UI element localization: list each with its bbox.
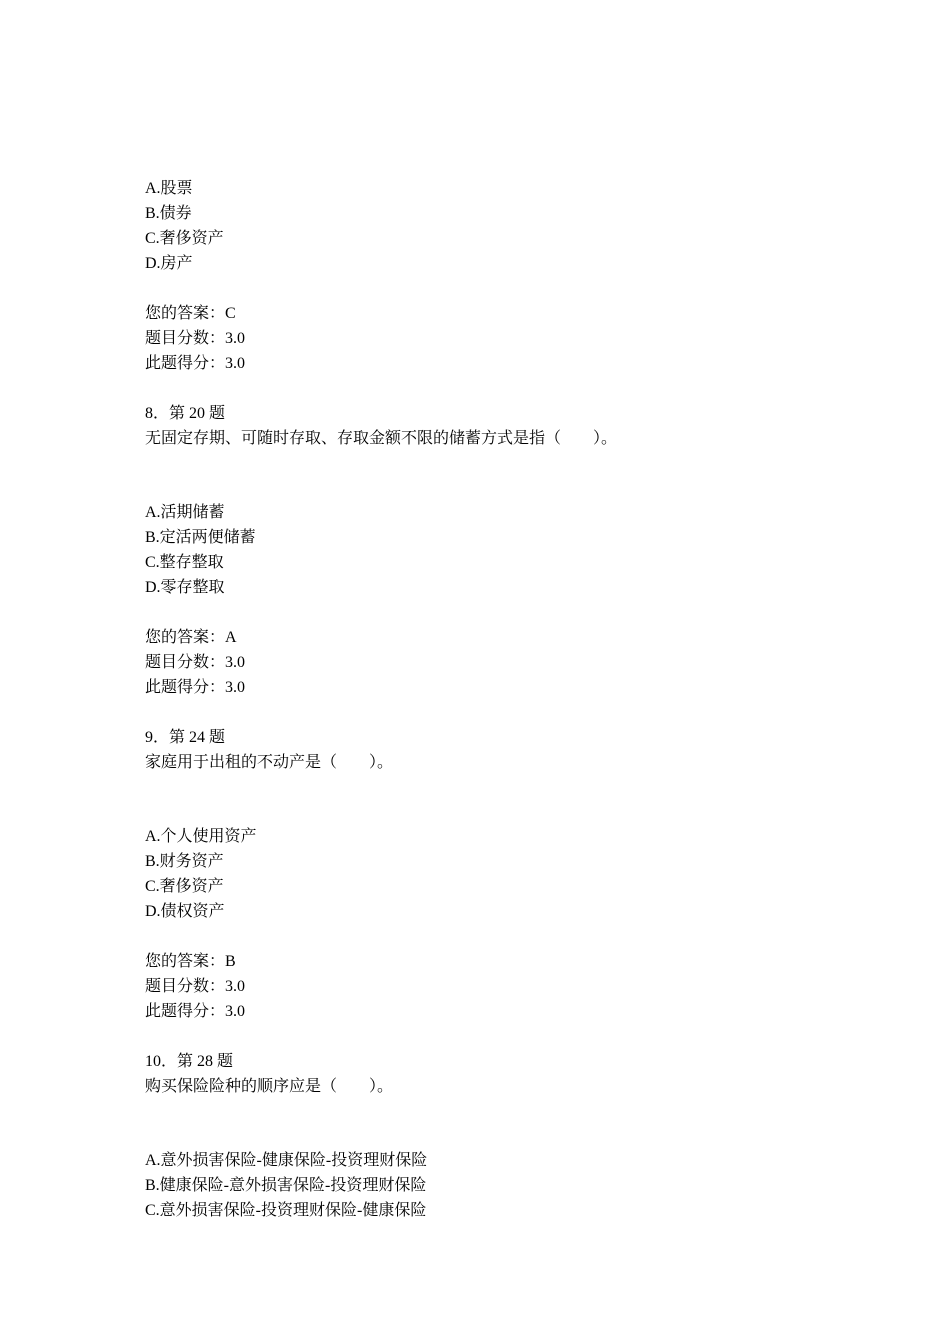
question-score: 题目分数：3.0 bbox=[145, 330, 246, 347]
option-a: A.个人使用资产 bbox=[145, 828, 257, 845]
question-stem: 购买保险险种的顺序应是（ ）。 bbox=[145, 1078, 394, 1095]
option-c: C.奢侈资产 bbox=[145, 878, 224, 895]
question-heading: 8．第 20 题 bbox=[145, 405, 226, 422]
question-heading: 9．第 24 题 bbox=[145, 729, 226, 746]
question-9 bbox=[145, 725, 845, 1024]
option-d: D.债权资产 bbox=[145, 903, 225, 920]
option-b: B.财务资产 bbox=[145, 853, 224, 870]
question-8 bbox=[145, 401, 845, 700]
question-score: 题目分数：3.0 bbox=[145, 654, 246, 671]
question-score: 题目分数：3.0 bbox=[145, 978, 246, 995]
option-b: B.定活两便储蓄 bbox=[145, 529, 256, 546]
option-b: B.债券 bbox=[145, 205, 192, 222]
your-answer: 您的答案：A bbox=[145, 629, 237, 646]
your-answer: 您的答案：C bbox=[145, 305, 236, 322]
option-d: D.零存整取 bbox=[145, 579, 225, 596]
option-b: B.健康保险-意外损害保险-投资理财保险 bbox=[145, 1177, 427, 1194]
option-a: A.活期储蓄 bbox=[145, 504, 225, 521]
option-a: A.意外损害保险-健康保险-投资理财保险 bbox=[145, 1152, 428, 1169]
earned-score: 此题得分：3.0 bbox=[145, 679, 246, 696]
option-a: A.股票 bbox=[145, 180, 193, 197]
question-stem: 无固定存期、可随时存取、存取金额不限的储蓄方式是指（ ）。 bbox=[145, 430, 618, 447]
document-page bbox=[145, 176, 845, 1223]
question-10 bbox=[145, 1049, 845, 1223]
earned-score: 此题得分：3.0 bbox=[145, 1003, 246, 1020]
option-d: D.房产 bbox=[145, 255, 193, 272]
question-heading: 10．第 28 题 bbox=[145, 1053, 234, 1070]
option-c: C.整存整取 bbox=[145, 554, 224, 571]
question-stem: 家庭用于出租的不动产是（ ）。 bbox=[145, 754, 394, 771]
your-answer: 您的答案：B bbox=[145, 953, 236, 970]
option-c: C.奢侈资产 bbox=[145, 230, 224, 247]
question-7-tail bbox=[145, 176, 845, 376]
earned-score: 此题得分：3.0 bbox=[145, 355, 246, 372]
option-c: C.意外损害保险-投资理财保险-健康保险 bbox=[145, 1202, 427, 1219]
